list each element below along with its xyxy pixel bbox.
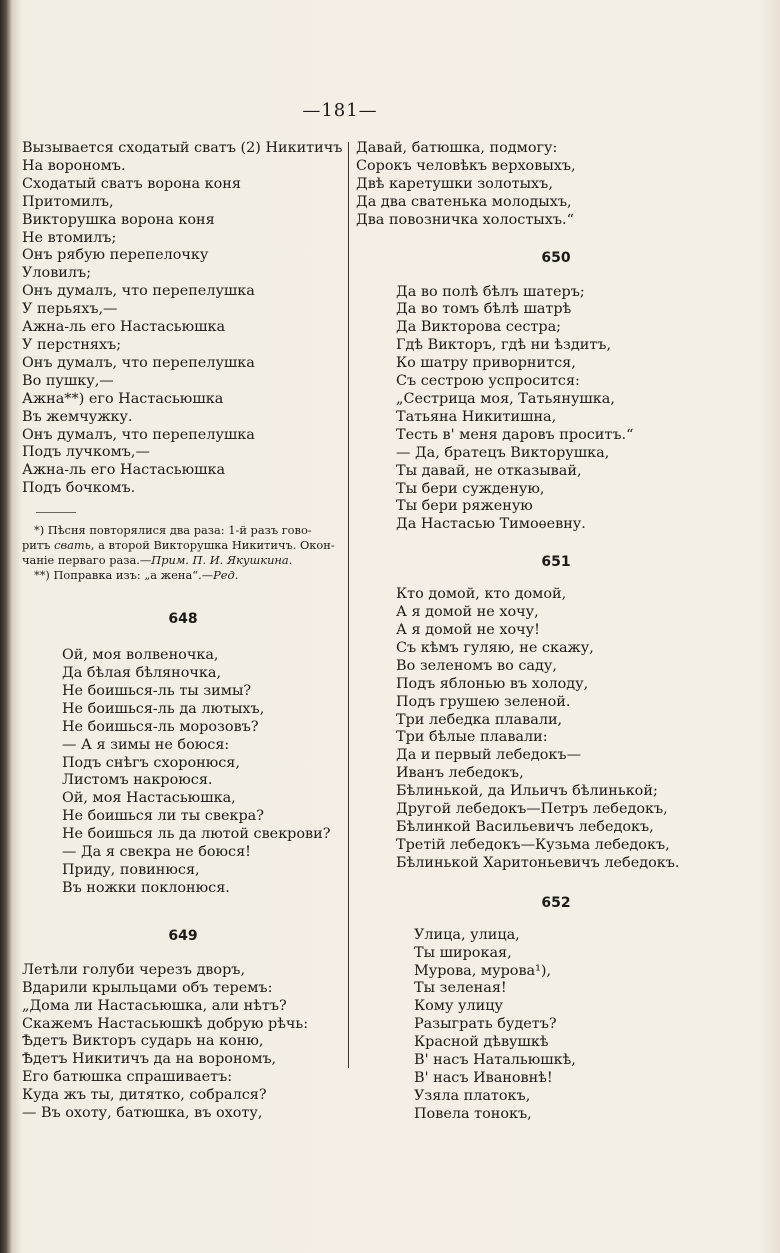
verse-line: Три лебедка плавали,	[396, 711, 563, 728]
verse-line: Во зеленомъ во саду,	[396, 657, 557, 674]
verse-line: „Дома ли Настасьюшка, али нѣтъ?	[22, 997, 287, 1014]
verse-line: Онъ думалъ, что перепелушка	[22, 283, 255, 300]
verse-line: А я домой не хочу!	[396, 622, 540, 639]
verse-line: Летѣли голуби черезъ дворъ,	[22, 961, 246, 978]
verse-line: Листомъ накроюся.	[62, 772, 213, 789]
verse-line: Да во полѣ бѣлъ шатеръ;	[396, 283, 585, 300]
verse-line: Ѣдетъ Никитичъ да на ворономъ,	[22, 1051, 277, 1068]
verse-line: Не боишься-ль ты зимы?	[62, 682, 252, 699]
verse-line: Онъ рябую перепелочку	[22, 247, 209, 264]
footnote-line	[22, 538, 344, 553]
verse-line: Куда жъ ты, дитятко, собрался?	[22, 1087, 267, 1104]
verse-line: В' насъ Ивановнѣ!	[414, 1069, 553, 1086]
footnote-2	[22, 568, 344, 583]
verse-line: Притомилъ,	[22, 193, 114, 210]
song-652	[356, 927, 756, 1124]
verse-line: Подъ снѣгъ схоронюся,	[62, 754, 240, 771]
verse-line: У перстняхъ;	[22, 336, 122, 353]
verse-line: Не боишься ли ты свекра?	[62, 808, 264, 825]
verse-line: Подъ лучкомъ,—	[22, 444, 150, 461]
verse-line: Улица, улица,	[414, 926, 520, 943]
verse-line: — А я зимы не боюся:	[62, 736, 230, 753]
verse-line: В' насъ Натальюшкѣ,	[414, 1052, 576, 1069]
footnote-italic: Прим. П. И. Якушкина.	[151, 553, 293, 568]
verse-line: — Въ охоту, батюшка, въ охоту,	[22, 1105, 263, 1122]
verse-line: Двѣ каретушки золотыхъ,	[356, 175, 553, 192]
page-number: —181—	[302, 100, 378, 121]
footnote-text: ритъ	[22, 538, 55, 553]
verse-line: Да Настасью Тимоѳевну.	[396, 516, 586, 533]
verse-line: Съ кѣмъ гуляю, не скажу,	[396, 639, 594, 656]
verse-line: Красной дѣвушкѣ	[414, 1034, 549, 1051]
footnote-italic: Ред.	[213, 568, 239, 583]
verse-line: Повела тонокъ,	[414, 1105, 532, 1122]
verse-line: Бѣлинькой Харитоньевичъ лебедокъ.	[396, 854, 680, 871]
verse-line: Ажна-ль его Настасьюшка	[22, 462, 226, 479]
verse-line: А я домой не хочу,	[396, 604, 539, 621]
column-divider	[348, 142, 349, 1068]
footnote-italic: свать	[54, 538, 91, 553]
verse-line: Ажна-ль его Настасьюшка	[22, 319, 226, 336]
footnote-text: **) Поправка изъ: „а жена“.—	[34, 568, 214, 583]
verse-line: Ты бери ряженую	[396, 498, 533, 515]
song-649-continuation	[356, 140, 756, 230]
verse-line: Онъ думалъ, что перепелушка	[22, 354, 255, 371]
verse-line: Ты зеленая!	[414, 980, 507, 997]
verse-line: „Сестрица моя, Татьянушка,	[396, 390, 615, 407]
verse-line: Ко шатру приворнится,	[396, 355, 576, 372]
verse-line: Ой, моя Настасьюшка,	[62, 790, 236, 807]
footnote-text: , а второй Викторушка Никитичъ. Окон-	[90, 538, 335, 553]
footnote-1	[22, 523, 344, 568]
verse-line: Сходатый сватъ ворона коня	[22, 175, 241, 192]
verse-line: Сорокъ человѣкъ верховыхъ,	[356, 157, 576, 174]
verse-line: Да два сватенька молодыхъ,	[356, 193, 572, 210]
song-648	[22, 647, 344, 898]
verse-line: Не втомилъ;	[22, 229, 117, 246]
left-column	[22, 140, 344, 1123]
verse-line: Узяла платокъ,	[414, 1087, 531, 1104]
verse-line: Да Викторова сестра;	[396, 319, 562, 336]
song-651	[356, 586, 756, 873]
verse-line: Татьяна Никитишна,	[396, 408, 557, 425]
footnote-separator	[36, 512, 76, 513]
verse-line: Третій лебедокъ—Кузьма лебедокъ,	[396, 836, 670, 853]
verse-line: Ты бери сужденую,	[396, 480, 545, 497]
verse-line: Другой лебедокъ—Петръ лебедокъ,	[396, 801, 668, 818]
footnote-line: *) Пѣсня повторялися два раза: 1-й разъ гово-	[34, 523, 312, 538]
verse-line: У перьяхъ,—	[22, 301, 118, 318]
song-number-650: 650	[541, 249, 571, 266]
verse-line: Ты давай, не отказывай,	[396, 462, 582, 479]
verse-line: Подъ яблонью въ холоду,	[396, 675, 589, 692]
verse-line: Мурова, мурова¹),	[414, 962, 552, 979]
verse-line: Ой, моя волвеночка,	[62, 647, 219, 664]
verse-line: Вызывается сходатый сватъ (2) Никитичъ	[22, 140, 343, 156]
verse-line: Онъ думалъ, что перепелушка	[22, 426, 255, 443]
verse-line: Въ жемчужку.	[22, 408, 133, 425]
verse-line: — Да, братецъ Викторушка,	[396, 444, 610, 461]
verse-line: Разыграть будетъ?	[414, 1016, 557, 1033]
verse-line: Кто домой, кто домой,	[396, 586, 567, 603]
song-650	[356, 284, 756, 535]
verse-line: Во пушку,—	[22, 372, 114, 389]
footnote-line	[22, 553, 344, 568]
verse-line: Подъ бочкомъ.	[22, 480, 136, 497]
verse-line: Вдарили крыльцами объ теремъ:	[22, 979, 273, 996]
verse-line: Кому улицу	[414, 998, 503, 1015]
verse-line: Викторушка ворона коня	[22, 211, 215, 228]
song-649	[22, 962, 344, 1123]
verse-line: Два повозничка холостыхъ.“	[356, 211, 574, 228]
verse-line: Не боишься ль да лютой свекрови?	[62, 826, 331, 843]
verse-line: Три бѣлые плавали:	[396, 729, 548, 746]
verse-line: На ворономъ.	[22, 157, 126, 174]
verse-line: Тесть в' меня даровъ проситъ.“	[396, 426, 634, 443]
song-number-651: 651	[541, 554, 571, 571]
verse-line: Бѣлинкой Васильевичъ лебедокъ,	[396, 819, 654, 835]
verse-line: Иванъ лебедокъ,	[396, 765, 524, 782]
verse-line: Давай, батюшка, подмогу:	[356, 140, 558, 156]
verse-line: Уловилъ;	[22, 265, 92, 282]
verse-line: Ажна**) его Настасьюшка	[22, 390, 224, 407]
song-647-ending	[22, 140, 344, 498]
song-number-652: 652	[541, 894, 571, 911]
verse-line: Въ ножки поклонюся.	[62, 879, 230, 896]
verse-line: Ѣдетъ Викторъ сударь на коню,	[22, 1033, 264, 1050]
song-number-649: 649	[168, 927, 198, 944]
verse-line: Подъ грушею зеленой.	[396, 693, 571, 710]
song-number-648: 648	[168, 611, 198, 628]
verse-line: Приду, повинюся,	[62, 862, 200, 878]
verse-line: Да бѣлая бѣляночка,	[62, 665, 222, 682]
verse-line: Не боишься-ль морозовъ?	[62, 718, 259, 735]
verse-line: Да и первый лебедокъ—	[396, 747, 581, 764]
verse-line: Не боишься-ль да лютыхъ,	[62, 700, 265, 717]
right-column	[356, 140, 756, 1124]
verse-line: Съ сестрою успросится:	[396, 373, 580, 390]
verse-line: Его батюшка спрашиваетъ:	[22, 1069, 233, 1086]
verse-line: Гдѣ Викторъ, гдѣ ни ѣздитъ,	[396, 337, 612, 354]
footnote-text: чаніе перваго раза.—	[22, 553, 152, 568]
verse-line: Бѣлинькой, да Ильичъ бѣлинькой;	[396, 783, 658, 800]
verse-line: Скажемъ Настасьюшкѣ добрую рѣчь:	[22, 1015, 309, 1032]
verse-line: — Да я свекра не боюся!	[62, 844, 251, 861]
verse-line: Да во томъ бѣлѣ шатрѣ	[396, 301, 572, 318]
verse-line: Ты широкая,	[414, 944, 512, 961]
